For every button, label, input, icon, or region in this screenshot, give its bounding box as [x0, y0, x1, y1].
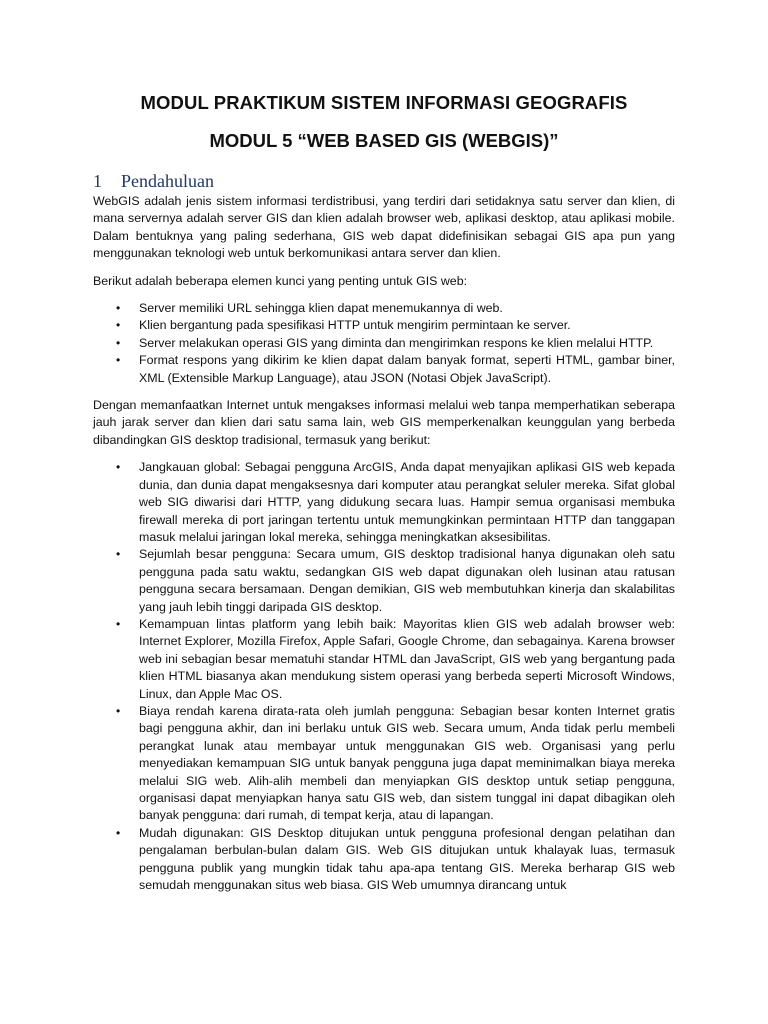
module-subtitle: MODUL 5 “WEB BASED GIS (WEBGIS)”: [209, 130, 559, 151]
list-item: • Mudah digunakan: GIS Desktop ditujukan untuk pengguna profesional dengan pelatihan dan pengalaman berbulan-bulan dalam GIS. Web GIS ditujukan untuk khalayak luas, termasuk pengguna publik yang mungkin tidak tahu apa-apa tentang GIS. Mereka berharap GIS web semudah menggunakan situs web biasa. GIS Web umumnya dirancang untuk: [139, 825, 675, 895]
list-item: • Server memiliki URL sehingga klien dapat menemukannya di web.: [139, 300, 675, 317]
list-item: • Format respons yang dikirim ke klien dapat dalam banyak format, seperti HTML, gambar biner, XML (Extensible Markup Language), atau JSON (Notasi Objek JavaScript).: [139, 352, 675, 387]
advantages-intro: Dengan memanfaatkan Internet untuk mengakses informasi melalui web tanpa memperhatikan seberapa jauh jarak server dan klien dari satu sama lain, web GIS memperkenalkan keunggulan yang berbeda dibandingkan GIS desktop tradisional, termasuk yang berikut:: [93, 398, 675, 447]
section-title: Pendahuluan: [121, 171, 214, 191]
key-elements-list: [93, 300, 675, 387]
list-item: • Sejumlah besar pengguna: Secara umum, GIS desktop tradisional hanya digunakan oleh satu pengguna pada satu waktu, sedangkan GIS web dapat digunakan oleh lusinan atau ratusan pengguna secara bersamaan. Dengan demikian, GIS web membutuhkan kinerja dan skalabilitas yang jauh lebih tinggi daripada GIS desktop.: [139, 546, 675, 616]
section-heading: [93, 171, 214, 192]
intro-paragraph: WebGIS adalah jenis sistem informasi terdistribusi, yang terdiri dari setidaknya satu server dan klien, di mana servernya adalah server GIS dan klien adalah browser web, aplikasi desktop, atau aplikasi mobile. Dalam bentuknya yang paling sederhana, GIS web dapat didefinisikan sebagai GIS apa pun yang menggunakan teknologi web untuk berkomunikasi antara server dan klien.: [93, 194, 675, 261]
key-elements-intro: Berikut adalah beberapa elemen kunci yang penting untuk GIS web:: [93, 273, 468, 288]
list-item: • Biaya rendah karena dirata-rata oleh jumlah pengguna: Sebagian besar konten Internet gratis bagi pengguna akhir, dan ini berlaku untuk GIS web. Secara umum, Anda tidak perlu membeli perangkat lunak atau membayar untuk menggunakan GIS web. Organisasi yang perlu menyediakan kemampuan SIG untuk banyak pengguna juga dapat meminimalkan biaya mereka melalui SIG web. Alih-alih membeli dan menyiapkan GIS desktop untuk setiap pengguna, organisasi dapat menyiapkan hanya satu GIS web, dan sistem tunggal ini dapat dibagikan oleh banyak pengguna: dari rumah, di tempat kerja, atau di lapangan.: [139, 703, 675, 825]
list-item: • Kemampuan lintas platform yang lebih baik: Mayoritas klien GIS web adalah browser web: Internet Explorer, Mozilla Firefox, Apple Safari, Google Chrome, dan sebagainya. Karena browser web ini sebagian besar mematuhi standar HTML dan JavaScript, GIS web yang bergantung pada klien HTML biasanya akan mendukung sistem operasi yang berbeda seperti Microsoft Windows, Linux, dan Apple Mac OS.: [139, 616, 675, 703]
body-content: [93, 193, 675, 904]
module-title: MODUL PRAKTIKUM SISTEM INFORMASI GEOGRAFIS: [140, 92, 628, 113]
advantages-list: [93, 459, 675, 894]
list-item: • Server melakukan operasi GIS yang diminta dan mengirimkan respons ke klien melalui HTTP.: [139, 335, 675, 352]
list-item: • Jangkauan global: Sebagai pengguna ArcGIS, Anda dapat menyajikan aplikasi GIS web kepada dunia, dan dunia dapat mengaksesnya dari komputer atau perangkat seluler mereka. Sifat global web SIG diwarisi dari HTTP, yang didukung secara luas. Hampir semua organisasi membuka firewall mereka di port jaringan tertentu untuk memungkinkan permintaan HTTP dan tanggapan masuk melalui jaringan lokal mereka, sehingga meningkatkan aksesibilitas.: [139, 459, 675, 546]
section-number: 1: [93, 171, 102, 191]
list-item: • Klien bergantung pada spesifikasi HTTP untuk mengirim permintaan ke server.: [139, 317, 675, 334]
